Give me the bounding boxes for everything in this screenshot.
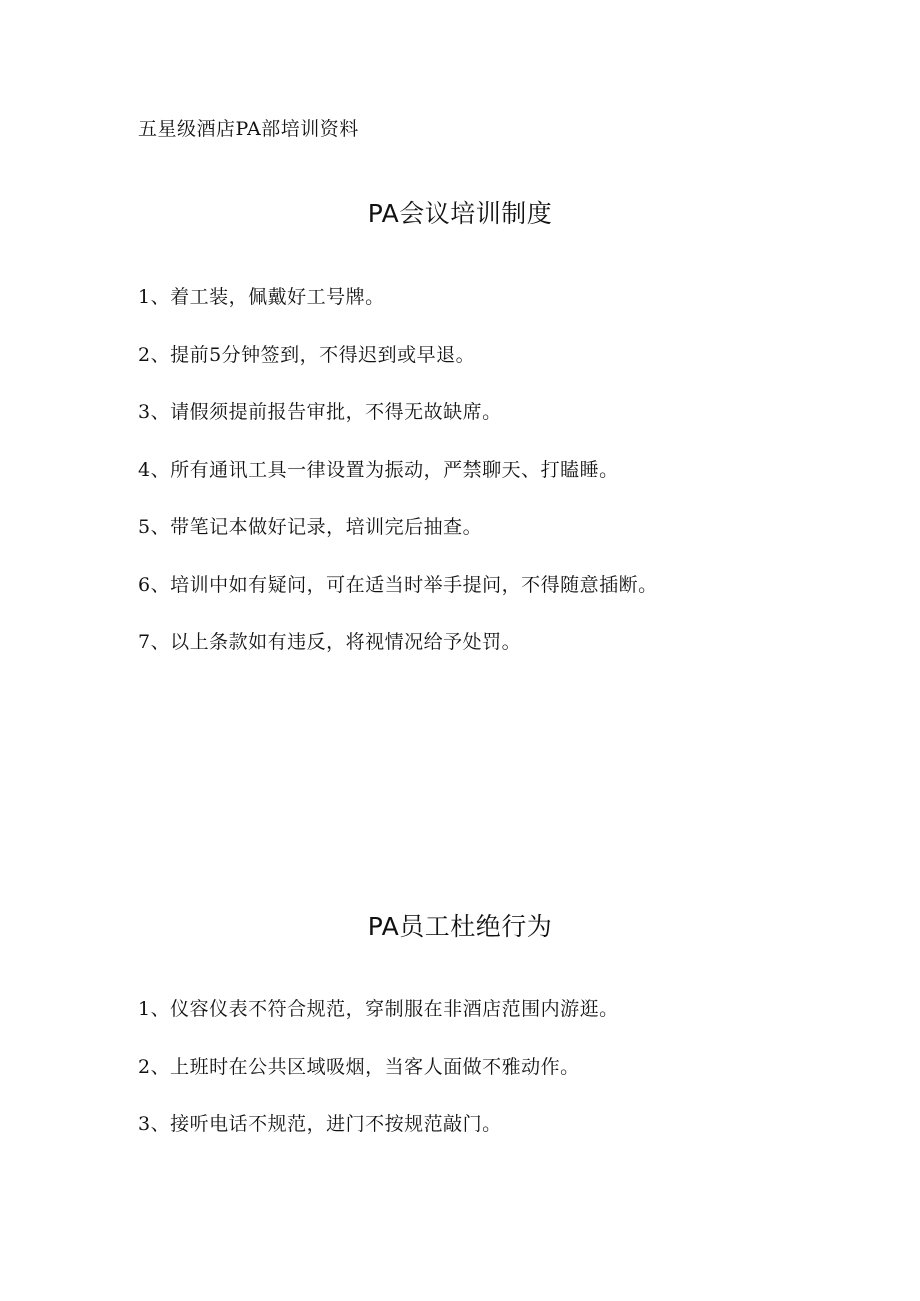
item-text: 仪容仪表不符合规范，穿制服在非酒店范围内游逛。 — [170, 998, 619, 1020]
list-item — [138, 399, 658, 457]
item-number: 5、 — [138, 516, 171, 538]
item-number: 2、 — [138, 343, 171, 366]
item-number: 3、 — [138, 1113, 171, 1135]
list-item — [138, 1111, 619, 1169]
item-text: 以上条款如有违反，将视情况给予处罚。 — [170, 631, 522, 653]
list-item — [138, 572, 658, 630]
section-title-prohibited-behaviors: PA员工杜绝行为 — [367, 912, 553, 941]
item-number: 1、 — [138, 286, 171, 308]
prohibited-behaviors-list — [138, 996, 619, 1169]
document-header: 五星级酒店PA部培训资料 — [138, 118, 359, 140]
item-text: 着工装，佩戴好工号牌。 — [170, 286, 385, 308]
meeting-rules-list — [138, 284, 658, 687]
item-text: 培训中如有疑问，可在适当时举手提问，不得随意插断。 — [170, 573, 658, 596]
item-text: 上班时在公共区域吸烟，当客人面做不雅动作。 — [170, 1055, 580, 1078]
item-text: 带笔记本做好记录，培训完后抽查。 — [170, 516, 483, 538]
item-number: 2、 — [138, 1055, 171, 1078]
section-title-meeting-rules: PA会议培训制度 — [367, 199, 553, 228]
item-number: 1、 — [138, 998, 171, 1020]
list-item — [138, 284, 658, 342]
item-number: 7、 — [138, 631, 171, 653]
item-text: 请假须提前报告审批，不得无故缺席。 — [170, 401, 502, 423]
item-number: 3、 — [138, 401, 171, 423]
list-item — [138, 342, 658, 400]
item-text: 所有通讯工具一律设置为振动，严禁聊天、打瞌睡。 — [170, 458, 619, 481]
item-number: 4、 — [138, 458, 171, 481]
list-item — [138, 629, 658, 687]
list-item — [138, 996, 619, 1054]
item-text: 接听电话不规范，进门不按规范敲门。 — [170, 1113, 502, 1135]
list-item — [138, 514, 658, 572]
item-number: 6、 — [138, 573, 171, 596]
list-item — [138, 457, 658, 515]
item-text: 提前5分钟签到，不得迟到或早退。 — [170, 343, 476, 366]
list-item — [138, 1054, 619, 1112]
